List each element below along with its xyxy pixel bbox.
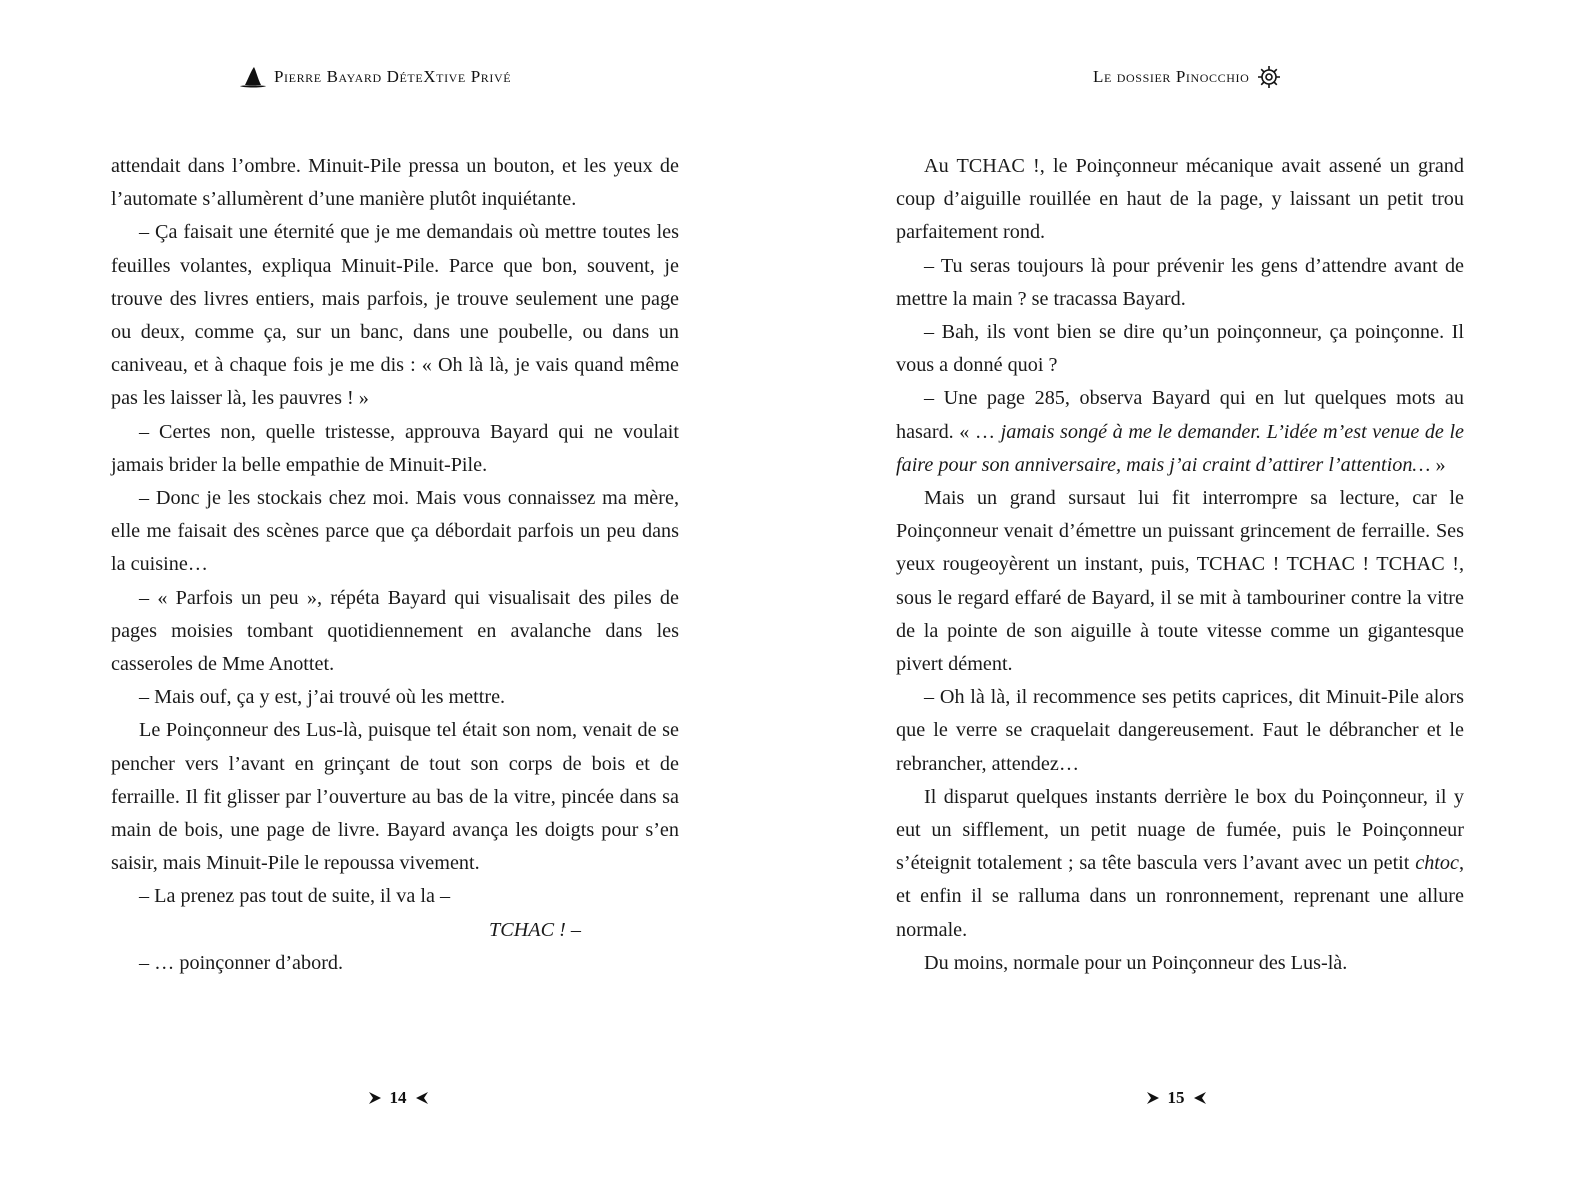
left-text-block — [111, 150, 679, 980]
paragraph: – Ça faisait une éternité que je me demandais où mettre toutes les feuilles volantes, expliqua Minuit-Pile. Parce que bon, souvent, je trouve des livres entiers, mais parfois, je trouve seulement une page ou deux, comme ça, sur un banc, dans une poubelle, ou dans un caniveau, et à chaque fois je me dis : « Oh là là, je vais quand même pas les laisser là, les pauvres ! » — [111, 221, 679, 410]
paragraph: – Mais ouf, ça y est, j’ai trouvé où les mettre. — [139, 686, 506, 709]
tchac-line: TCHAC ! – — [489, 918, 581, 941]
paragraph-text: Il disparut quelques instants derrière le box du Poinçonneur, il y eut un sifflement, un petit nuage de fumée, puis le Poinçonneur s’éteignit totalement ; sa tête bascula vers l’avant avec un petit — [896, 785, 1464, 875]
paragraph: Au TCHAC !, le Poinçonneur mécanique avait assené un grand coup d’aiguille rouillée en haut de la page, y laissant un petit trou parfaitement rond. — [896, 155, 1464, 244]
paragraph: – Certes non, quelle tristesse, approuva Bayard qui ne voulait jamais brider la belle empathie de Minuit-Pile. — [111, 420, 679, 476]
left-running-head-text: Pierre Bayard DéteXtive Privé — [274, 67, 512, 86]
right-text-block — [896, 150, 1464, 980]
right-running-head — [1093, 62, 1281, 92]
paragraph: – Oh là là, il recommence ses petits caprices, dit Minuit-Pile alors que le verre se craquelait dangereusement. Faut le débrancher et le rebrancher, attendez… — [896, 686, 1464, 775]
paragraph: – … poinçonner d’abord. — [139, 951, 344, 974]
italic-word: chtoc — [1415, 852, 1459, 875]
paragraph-text: , et enfin il se ralluma dans un ronronnement, reprenant une allure normale. — [896, 852, 1464, 941]
arrow-ornament-icon — [368, 1090, 382, 1106]
paragraph — [896, 781, 1464, 947]
paragraph-text: » — [1430, 453, 1446, 476]
paragraph: Du moins, normale pour un Poinçonneur des Lus-là. — [924, 951, 1348, 974]
paragraph: Le Poinçonneur des Lus-là, puisque tel était son nom, venait de se pencher vers l’avant en grinçant de tout son corps de bois et de ferraille. Il fit glisser par l’ouverture au bas de la vitre, pincée dans sa main de bois, une page de livre. Bayard avança les doigts pour s’en saisir, mais Minuit-Pile le repoussa vivement. — [111, 719, 679, 875]
arrow-ornament-icon — [1146, 1090, 1160, 1106]
paragraph: – « Parfois un peu », répéta Bayard qui visualisait des piles de pages moisies tombant quotidiennement en avalanche dans les casseroles de Mme Anottet. — [111, 586, 679, 676]
paragraph: attendait dans l’ombre. Minuit-Pile pressa un bouton, et les yeux de l’automate s’allumèrent d’une manière plutôt inquiétante. — [111, 155, 679, 211]
right-page — [796, 0, 1592, 1200]
arrow-ornament-icon — [415, 1090, 429, 1106]
paragraph — [896, 382, 1464, 482]
paragraph: Mais un grand sursaut lui fit interrompre sa lecture, car le Poinçonneur venait d’émettre un puissant grincement de ferraille. Ses yeux rougeoyèrent un instant, puis, TCHAC ! TCHAC ! TCHAC !, sous le regard effaré de Bayard, il se mit à tambouriner contre la vitre de la pointe de son aiguille à toute vitesse comme un gigantesque pivert dément. — [896, 487, 1464, 676]
page-number-text: 15 — [1167, 1088, 1185, 1107]
right-page-number — [1126, 1085, 1226, 1111]
paragraph: – Bah, ils vont bien se dire qu’un poinçonneur, ça poinçonne. Il vous a donné quoi ? — [896, 321, 1464, 377]
left-running-head — [238, 62, 511, 92]
paragraph: – Donc je les stockais chez moi. Mais vous connaissez ma mère, elle me faisait des scènes parce que ça débordait parfois un peu dans la cuisine… — [111, 487, 679, 576]
page-number-text: 14 — [389, 1088, 407, 1107]
paragraph: – La prenez pas tout de suite, il va la – — [139, 885, 451, 908]
right-running-head-text: Le dossier Pinocchio — [1093, 67, 1250, 86]
left-page-number — [348, 1085, 448, 1111]
arrow-ornament-icon — [1193, 1090, 1207, 1106]
quoted-text: jamais songé à me le demander. L’idée m’est venue de le faire pour son anniversaire, mais j’ai craint d’attirer l’attention… — [896, 420, 1465, 476]
paragraph-text: – Une page 285, observa Bayard qui en lut quelques mots au hasard. « … — [896, 387, 1464, 443]
witch-hat-icon — [238, 65, 268, 89]
paragraph: – Tu seras toujours là pour prévenir les gens d’attendre avant de mettre la main ? se tracassa Bayard. — [896, 254, 1464, 310]
gear-icon — [1257, 65, 1281, 89]
